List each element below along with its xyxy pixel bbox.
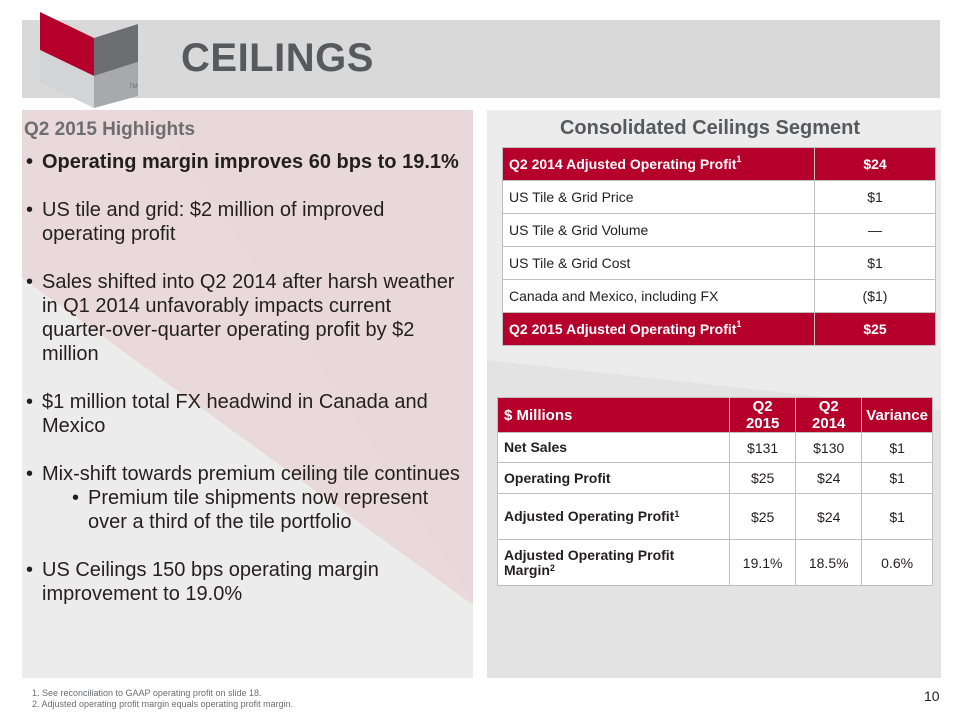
list-item: • Mix-shift towards premium ceiling tile continues xyxy=(26,463,460,485)
table-row: Net Sales $131 $130 $1 xyxy=(498,433,933,463)
financials-table xyxy=(497,397,933,586)
list-item: • Sales shifted into Q2 2014 after harsh weather in Q1 2014 unfavorably impacts current quarter-over-quarter operating profit by $2 million xyxy=(26,271,455,365)
footnote: 2. Adjusted operating profit margin equals operating profit margin. xyxy=(32,699,294,709)
highlights-list xyxy=(24,150,464,630)
logo-trademark: TM xyxy=(129,84,138,90)
table-row: Adjusted Operating Profit Margin$^2$ 19.1% 18.5% 0.6% xyxy=(498,540,933,586)
list-item: • Premium tile shipments now represent over a third of the tile portfolio xyxy=(72,487,429,533)
page-number: 10 xyxy=(924,688,940,704)
table-row: US Tile & Grid Volume — xyxy=(503,214,936,247)
footnotes xyxy=(32,688,293,710)
page-title: CEILINGS xyxy=(181,36,374,80)
segment-bridge-table xyxy=(502,147,936,346)
table-row: Q2 2015 Adjusted Operating Profit$^1$ $25 xyxy=(503,313,936,346)
list-item: • Operating margin improves 60 bps to 19.1% xyxy=(26,151,459,173)
segment-title: Consolidated Ceilings Segment xyxy=(559,117,861,139)
footnote: 1. See reconciliation to GAAP operating profit on slide 18. xyxy=(32,688,262,698)
table-row: Operating Profit $25 $24 $1 xyxy=(498,463,933,494)
table-row: Q2 2014 Adjusted Operating Profit$^1$ $24 xyxy=(503,148,936,181)
list-item: • $1 million total FX headwind in Canada and Mexico xyxy=(26,391,428,437)
table-row: US Tile & Grid Price $1 xyxy=(503,181,936,214)
list-item: • US Ceilings 150 bps operating margin improvement to 19.0% xyxy=(26,559,379,605)
table-row: Adjusted Operating Profit$^1$ $25 $24 $1 xyxy=(498,494,933,540)
table-row: Canada and Mexico, including FX ($1) xyxy=(503,280,936,313)
table-header-row: $ Millions Q2 2015 Q2 2014 Variance xyxy=(498,398,933,433)
table-row: US Tile & Grid Cost $1 xyxy=(503,247,936,280)
logo-icon xyxy=(28,8,144,108)
header-band xyxy=(22,20,940,98)
highlights-title: Q2 2015 Highlights xyxy=(24,119,196,140)
list-item: • US tile and grid: $2 million of improved operating profit xyxy=(26,199,385,245)
